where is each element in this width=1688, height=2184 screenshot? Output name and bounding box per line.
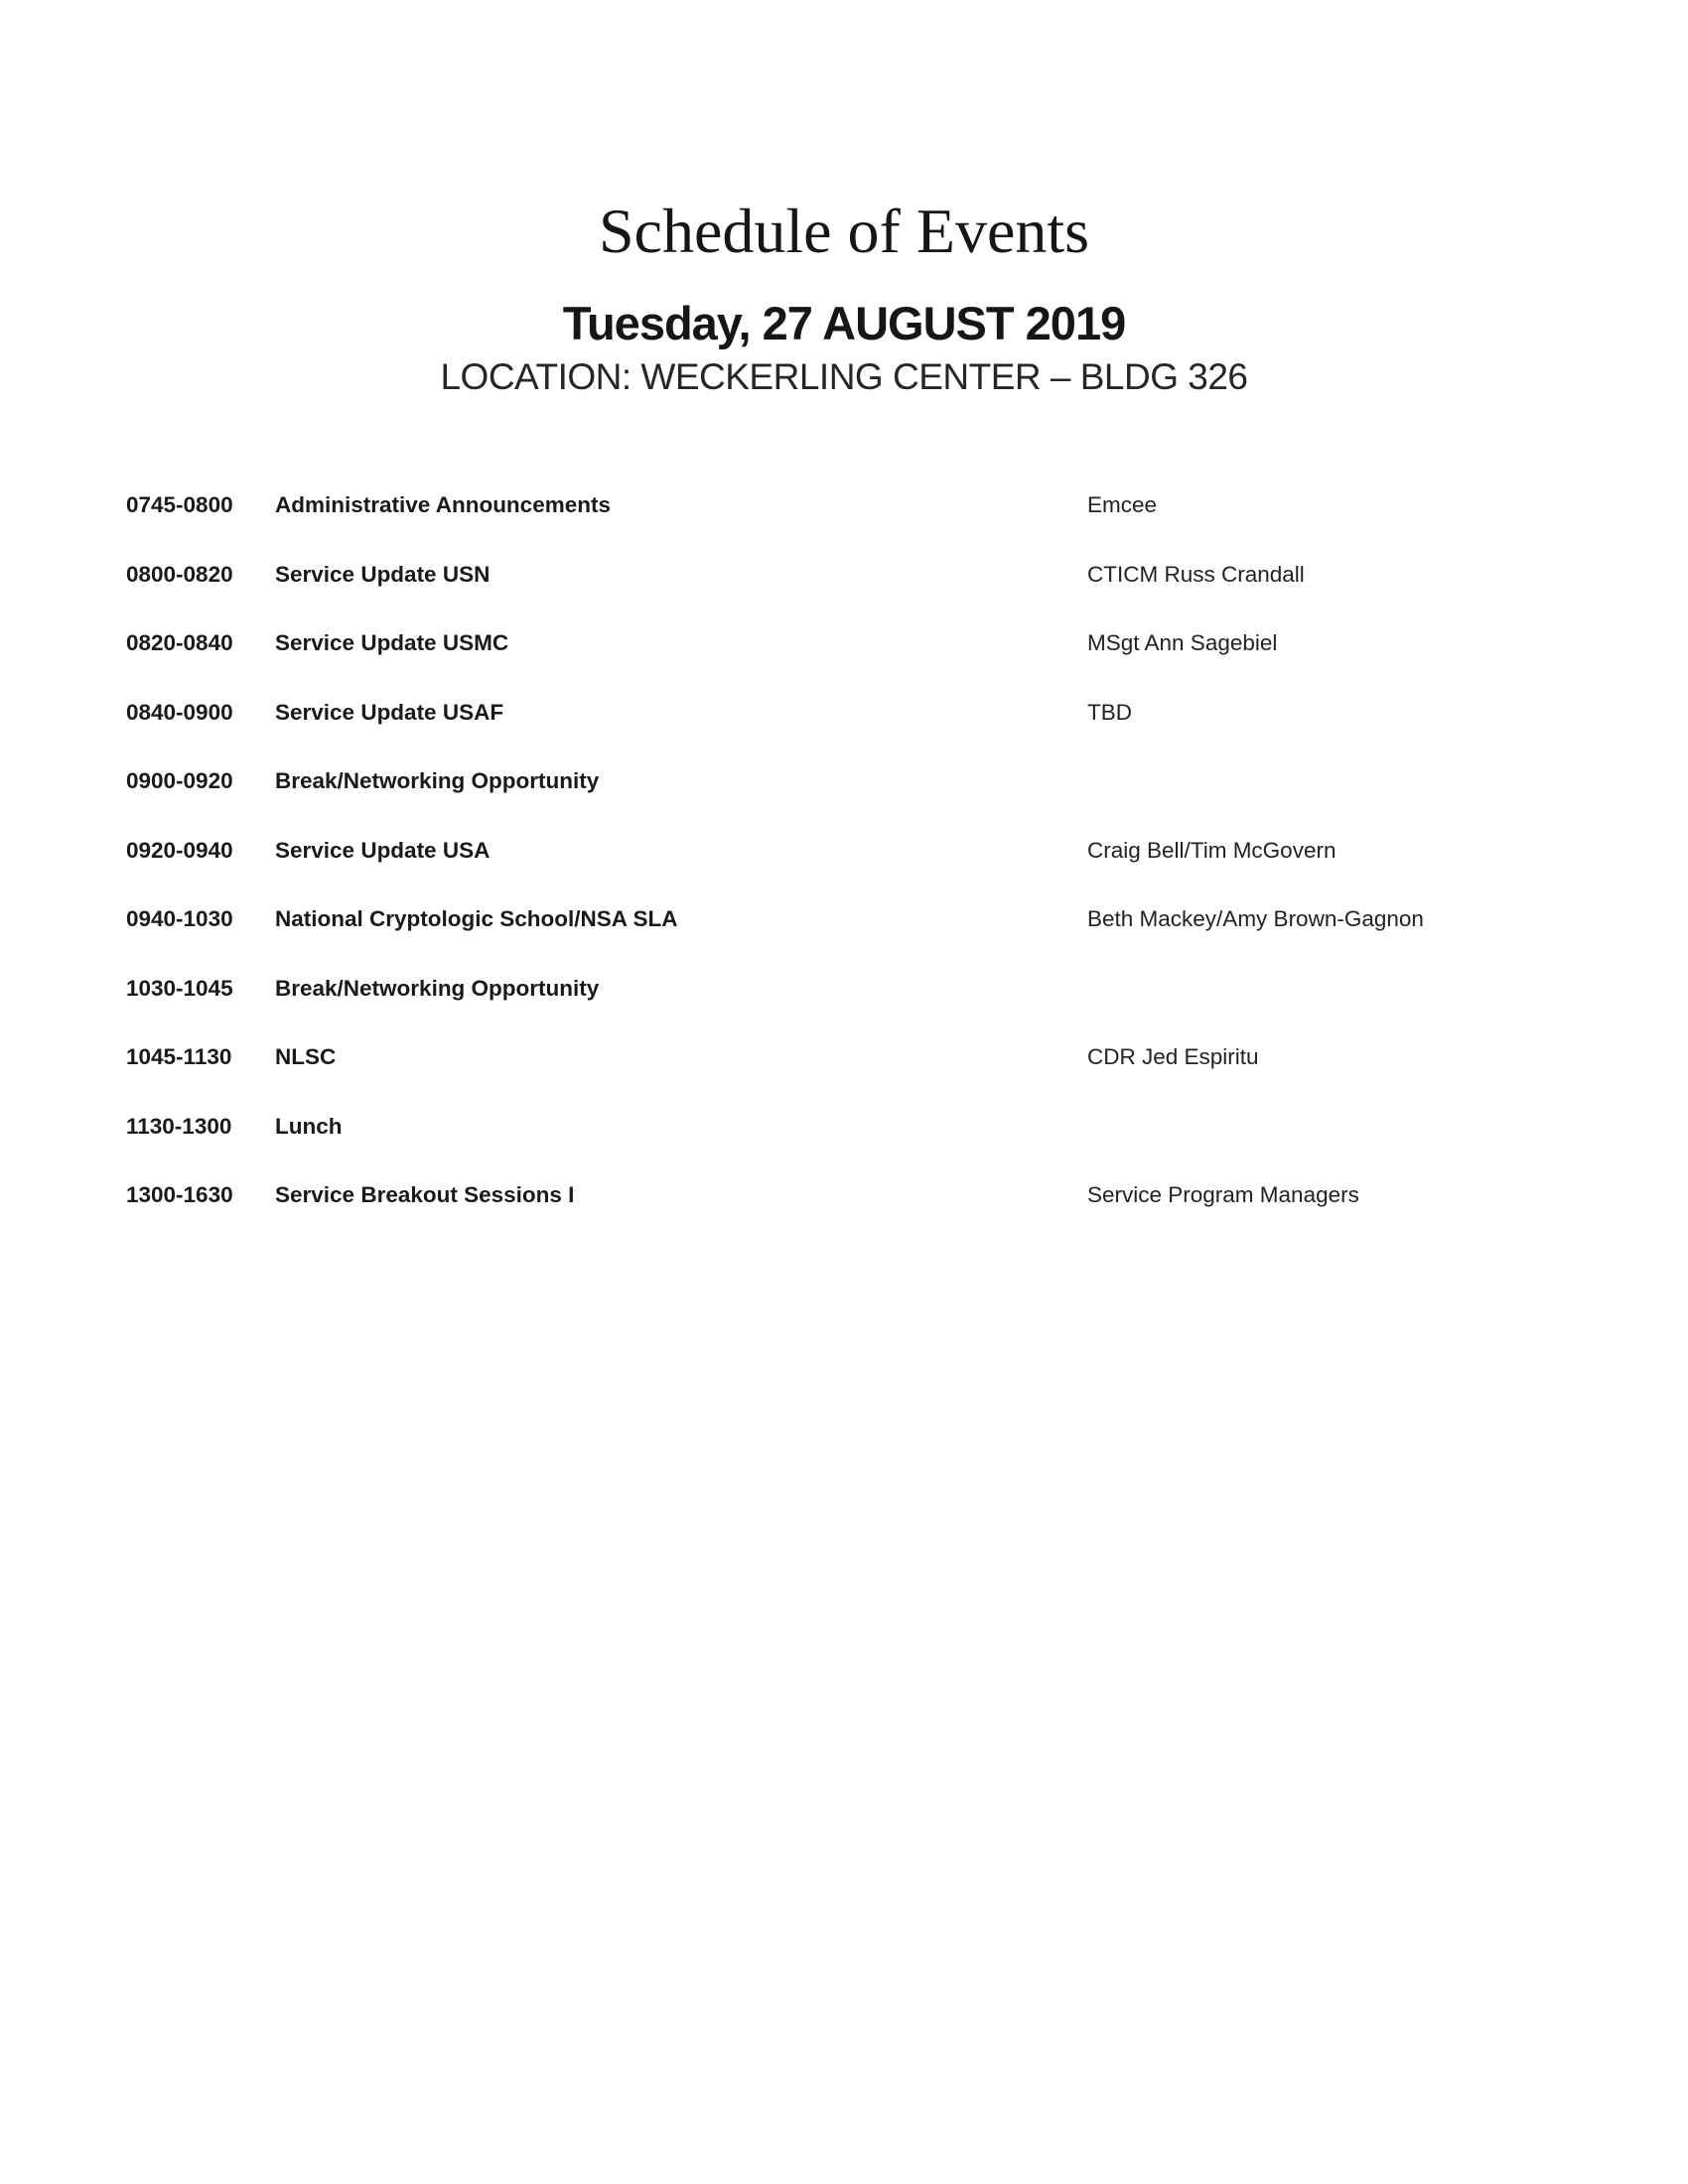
event-title: Service Update USMC: [275, 630, 509, 655]
event-time: 0940-1030: [126, 906, 233, 931]
event-time: 0800-0820: [126, 561, 233, 587]
schedule-row: [126, 837, 1648, 906]
event-presenter: Service Program Managers: [1087, 1182, 1359, 1207]
event-time: 0840-0900: [126, 699, 233, 725]
event-time: 0745-0800: [126, 492, 233, 517]
event-presenter: MSgt Ann Sagebiel: [1087, 630, 1278, 655]
event-presenter: Emcee: [1087, 492, 1158, 517]
event-title: Service Update USA: [275, 837, 491, 863]
event-presenter: Craig Bell/Tim McGovern: [1087, 837, 1336, 863]
event-title: Service Breakout Sessions I: [275, 1182, 575, 1207]
event-time: 1300-1630: [126, 1182, 233, 1207]
event-presenter: TBD: [1087, 699, 1132, 725]
schedule-row: [126, 629, 1648, 699]
schedule-row: [126, 767, 1648, 837]
event-time: 0900-0920: [126, 768, 233, 793]
event-presenter: CTICM Russ Crandall: [1087, 561, 1305, 587]
schedule-row: [126, 1043, 1648, 1113]
schedule-row: [126, 1181, 1648, 1251]
event-presenter: CDR Jed Espiritu: [1087, 1044, 1259, 1069]
event-presenter: Beth Mackey/Amy Brown-Gagnon: [1087, 906, 1424, 931]
event-time: 0820-0840: [126, 630, 233, 655]
event-title: Service Update USAF: [275, 699, 504, 725]
schedule-row: [126, 561, 1648, 630]
date-line: Tuesday, 27 AUGUST 2019: [562, 297, 1126, 349]
event-title: Break/Networking Opportunity: [275, 768, 600, 793]
event-title: NLSC: [275, 1044, 337, 1069]
schedule-row: [126, 699, 1648, 768]
event-title: Service Update USN: [275, 561, 491, 587]
event-time: 1030-1045: [126, 975, 233, 1001]
schedule-row: [126, 905, 1648, 975]
event-time: 0920-0940: [126, 837, 233, 863]
schedule-row: [126, 491, 1648, 561]
event-time: 1130-1300: [126, 1113, 232, 1139]
schedule-row: [126, 975, 1648, 1044]
schedule-row: [126, 1113, 1648, 1182]
event-title: Administrative Announcements: [275, 492, 611, 517]
event-title: Lunch: [275, 1113, 343, 1139]
location-line: LOCATION: WECKERLING CENTER – BLDG 326: [440, 356, 1248, 397]
event-title: Break/Networking Opportunity: [275, 975, 600, 1001]
event-title: National Cryptologic School/NSA SLA: [275, 906, 678, 931]
event-time: 1045-1130: [126, 1044, 232, 1069]
schedule-list: [126, 491, 1648, 1251]
page-title: Schedule of Events: [598, 196, 1090, 266]
